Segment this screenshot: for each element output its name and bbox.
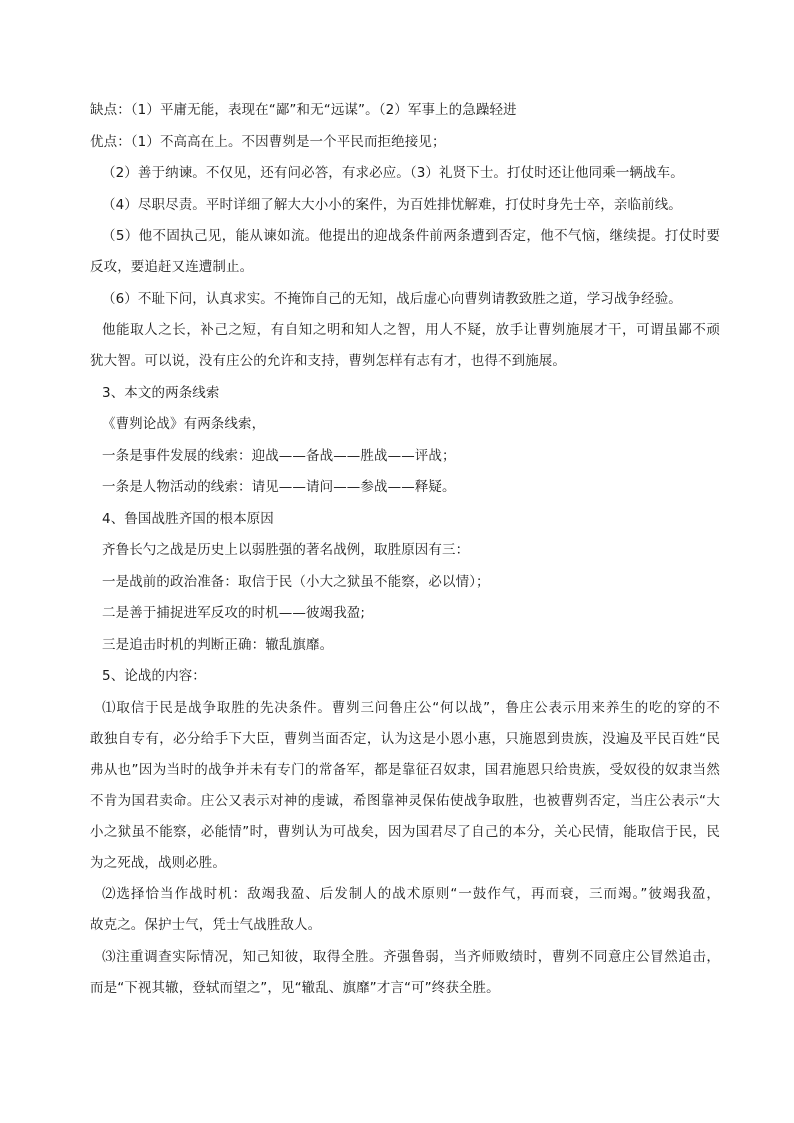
point-2-paragraph [90, 883, 720, 936]
merit-5-line: （5）他不固执己见，能从谏如流。他提出的迎战条件前两条遭到否定，他不气恼，继续提。打仗时要 [102, 228, 720, 244]
point-1-paragraph [90, 697, 720, 874]
clue-events-text: 一条是事件发展的线索：迎战——备战——胜战——评战； [102, 447, 456, 464]
summary-line: 他能取人之长，补己之短，有自知之明和知人之智，用人不疑，放手让曹刿施展才干，可谓虽鄙不顽 [102, 322, 720, 338]
point-3-line: 而是“下视其辙，登轼而望之”，见“辙乱、旗靡”才言“可”终获全胜。 [90, 979, 500, 996]
merit-4-text: （4）尽职尽责。平时详细了解大大小小的案件，为百姓排忧解难，打仗时身先士卒，亲临前线。 [102, 196, 682, 213]
reason-2-text: 二是善于捕捉进军反攻的时机——彼竭我盈; [102, 605, 366, 621]
point-1-line: 敢独自专有，必分给手下大臣，曹刿当面否定，认为这是小恩小惠，只施恩到贵族，没遍及平民百姓“民 [90, 730, 720, 747]
section-5-heading: 5、论战的内容： [102, 668, 206, 684]
point-2-line: ⑵选择恰当作战时机：敌竭我盈、后发制人的战术原则“一鼓作气，再而衰，三而竭。”彼竭我盈， [102, 886, 720, 902]
clue-people-text: 一条是人物活动的线索：请见——请问——参战——释疑。 [102, 479, 456, 495]
point-1-line: 不肯为国君卖命。庄公又表示对神的虔诚，希图靠神灵保佑使战争取胜，也被曹刿否定，当庄公表示“大 [90, 792, 720, 809]
point-2-line: 故克之。保护士气，凭士气战胜敌人。 [90, 917, 322, 933]
section-4-heading: 4、鲁国战胜齐国的根本原因 [102, 510, 274, 527]
section-3-intro: 《曹刿论战》有两条线索， [102, 416, 266, 432]
summary-line: 犹大智。可以说，没有庄公的允许和支持，曹刿怎样有志有才，也得不到施展。 [90, 353, 566, 369]
point-1-line: 弗从也”因为当时的战争并未有专门的常备军，都是靠征召奴隶，国君施恩只给贵族，受奴役的奴隶当然 [90, 761, 720, 778]
point-1-line: 为之死战，战则必胜。 [90, 854, 226, 871]
summary-paragraph [90, 319, 720, 372]
point-1-line: 小之狱虽不能察，必能情”时，曹刿认为可战矣，因为国君尽了自己的本分，关心民情，能取信于民，民 [90, 823, 720, 840]
point-3-line: ⑶注重调查实际情况，知己知彼，取得全胜。齐强鲁弱，当齐师败绩时，曹刿不同意庄公冒然追击， [102, 948, 720, 965]
merit-5-paragraph [90, 225, 720, 278]
point-3-paragraph [90, 946, 720, 999]
document-page [90, 99, 720, 1008]
merits-intro-text: 优点：（1）不高高在上。不因曹刿是一个平民而拒绝接见； [90, 133, 446, 150]
section-4-intro: 齐鲁长勺之战是历史上以弱胜强的著名战例，取胜原因有三： [102, 542, 470, 558]
point-1-line: ⑴取信于民是战争取胜的先决条件。曹刿三问鲁庄公“何以战”，鲁庄公表示用来养生的吃的穿的不 [102, 699, 720, 716]
merit-6-text: （6）不耻下问，认真求实。不掩饰自己的无知，战后虚心向曹刿请教致胜之道，学习战争经验。 [102, 290, 682, 307]
merit-2-3-text: （2）善于纳谏。不仅见，还有问必答，有求必应。（3）礼贤下士。打仗时还让他同乘一辆战车。 [102, 165, 684, 181]
section-3-heading: 3、本文的两条线索 [102, 384, 220, 401]
reason-3-text: 三是追击时机的判断正确：辙乱旗靡。 [102, 636, 334, 653]
reason-1-text: 一是战前的政治准备：取信于民（小大之狱虽不能察，必以情）； [102, 573, 490, 590]
flaws-text: 缺点：（1）平庸无能，表现在“鄙”和无“远谋”。（2）军事上的急躁轻进 [90, 102, 517, 118]
merit-5-line: 反攻，要追赶又连遭制止。 [90, 259, 254, 275]
